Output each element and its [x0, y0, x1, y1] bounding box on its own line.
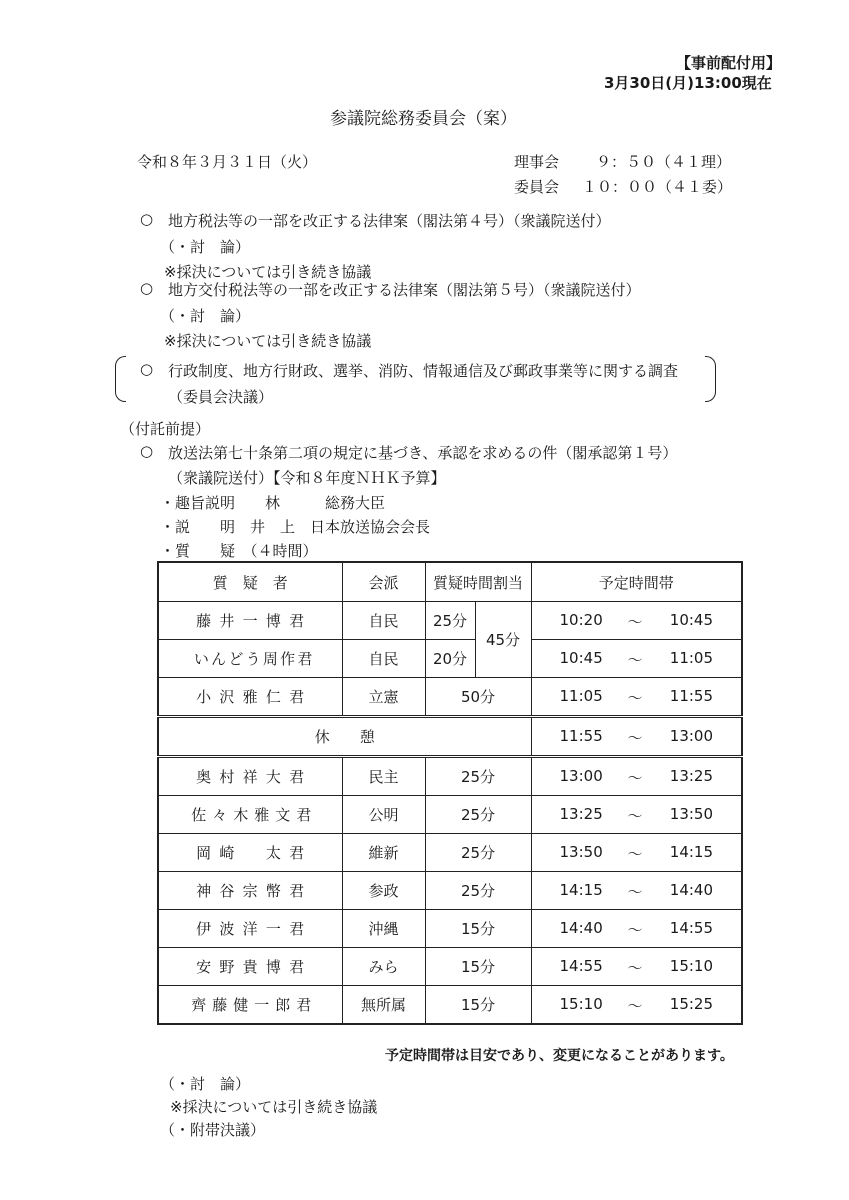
- questioner-name: 岡崎 太君: [158, 834, 342, 872]
- allotted-time: 15分: [425, 986, 531, 1025]
- referral-label: （付託前提）: [120, 420, 211, 438]
- end-time: 11:55: [669, 687, 714, 705]
- range-tilde: 〜: [627, 613, 643, 631]
- end-time: 13:50: [669, 805, 714, 823]
- start-time: 14:40: [559, 919, 603, 937]
- party: 民主: [342, 757, 425, 796]
- table-row: [158, 678, 742, 717]
- range-tilde: 〜: [627, 883, 643, 901]
- question-schedule-table: [157, 561, 743, 1025]
- party: 自民: [342, 640, 425, 678]
- board-time: ９：５０（４１理）: [596, 153, 732, 171]
- end-time: 15:10: [669, 957, 714, 975]
- bill-2-debate: （・討 論）: [160, 307, 251, 325]
- start-time: 11:55: [559, 727, 603, 745]
- table-row: [158, 796, 742, 834]
- range-tilde: 〜: [627, 807, 643, 825]
- time-slot: [531, 602, 742, 640]
- start-time: 11:05: [559, 687, 603, 705]
- allotted-time: 25分: [425, 757, 531, 796]
- time-slot: [531, 910, 742, 948]
- party: 維新: [342, 834, 425, 872]
- committee-label: 委員会: [514, 178, 560, 196]
- committee-time: １０：００（４１委）: [582, 178, 733, 196]
- recess-row: [158, 717, 742, 757]
- questioner-name: 奥村祥大君: [158, 757, 342, 796]
- time-slot: [531, 717, 742, 757]
- end-time: 11:05: [669, 649, 714, 667]
- time-slot: [531, 872, 742, 910]
- bill-2-vote-note: ※採決については引き続き協議: [164, 332, 372, 350]
- final-debate: （・討 論）: [160, 1075, 251, 1093]
- party: みら: [342, 948, 425, 986]
- step-explanation: ・説 明 井 上 日本放送協会会長: [160, 518, 431, 536]
- table-row: [158, 834, 742, 872]
- range-tilde: 〜: [627, 729, 643, 747]
- questioner-name: 神谷宗幣君: [158, 872, 342, 910]
- range-tilde: 〜: [627, 651, 643, 669]
- allotted-time: 50分: [425, 678, 531, 717]
- start-time: 14:15: [559, 881, 603, 899]
- allotted-time: 25分: [425, 602, 475, 640]
- header-schedule: 予定時間帯: [531, 562, 742, 602]
- header-allotment: 質疑時間割当: [425, 562, 531, 602]
- allotted-time: 15分: [425, 910, 531, 948]
- start-time: 13:25: [559, 805, 603, 823]
- left-bracket: [115, 356, 126, 402]
- questioner-name: 伊波洋一君: [158, 910, 342, 948]
- range-tilde: 〜: [627, 845, 643, 863]
- table-row: [158, 757, 742, 796]
- questioner-name: 小沢雅仁君: [158, 678, 342, 717]
- questioner-name: 齊藤健一郎君: [158, 986, 342, 1025]
- questioner-name: 佐々木雅文君: [158, 796, 342, 834]
- allotted-time: 25分: [425, 796, 531, 834]
- time-slot: [531, 640, 742, 678]
- range-tilde: 〜: [627, 959, 643, 977]
- start-time: 10:45: [559, 649, 603, 667]
- table-row: [158, 640, 742, 678]
- table-row: [158, 986, 742, 1025]
- questioner-name: いんどう周作君: [158, 640, 342, 678]
- table-row: [158, 872, 742, 910]
- investigation-resolution: （委員会決議）: [168, 388, 274, 406]
- party: 公明: [342, 796, 425, 834]
- header-party: 会派: [342, 562, 425, 602]
- schedule-note: 予定時間帯は目安であり、変更になることがあります。: [385, 1048, 734, 1064]
- page-title: 参議院総務委員会（案）: [330, 109, 517, 129]
- end-time: 14:40: [669, 881, 714, 899]
- group-total-time: 45分: [475, 602, 531, 678]
- step-questions: ・質 疑 （４時間）: [160, 542, 318, 560]
- final-vote-note: ※採決については引き続き協議: [170, 1098, 378, 1116]
- start-time: 10:20: [559, 611, 603, 629]
- start-time: 13:00: [559, 767, 603, 785]
- investigation-title: 行政制度、地方行財政、選挙、消防、情報通信及び郵政事業等に関する調査: [168, 362, 679, 380]
- range-tilde: 〜: [627, 769, 643, 787]
- start-time: 14:55: [559, 957, 603, 975]
- bill-1-bullet: ○: [140, 210, 154, 228]
- distribution-tag: 【事前配付用】: [676, 54, 782, 72]
- table-header-row: [158, 562, 742, 602]
- header-questioner: 質 疑 者: [158, 562, 342, 602]
- referral-bullet: ○: [140, 442, 154, 460]
- end-time: 13:25: [669, 767, 714, 785]
- table-row: [158, 602, 742, 640]
- time-slot: [531, 678, 742, 717]
- table-row: [158, 910, 742, 948]
- range-tilde: 〜: [627, 689, 643, 707]
- meeting-date: 令和８年３月３１日（火）: [137, 153, 318, 171]
- start-time: 15:10: [559, 995, 603, 1013]
- time-slot: [531, 986, 742, 1025]
- time-slot: [531, 834, 742, 872]
- step-purpose: ・趣旨説明 林 総務大臣: [160, 494, 386, 512]
- referral-title: 放送法第七十条第二項の規定に基づき、承認を求めるの件（閣承認第１号）: [168, 444, 678, 462]
- allotted-time: 15分: [425, 948, 531, 986]
- party: 立憲: [342, 678, 425, 717]
- time-slot: [531, 796, 742, 834]
- time-slot: [531, 757, 742, 796]
- questioner-name: 藤井一博君: [158, 602, 342, 640]
- end-time: 14:15: [669, 843, 714, 861]
- bill-1-vote-note: ※採決については引き続き協議: [164, 263, 372, 281]
- bill-2-title: 地方交付税法等の一部を改正する法律案（閣法第５号）（衆議院送付）: [168, 281, 641, 299]
- allotted-time: 20分: [425, 640, 475, 678]
- range-tilde: 〜: [627, 921, 643, 939]
- end-time: 10:45: [669, 611, 714, 629]
- end-time: 15:25: [669, 995, 714, 1013]
- party: 沖縄: [342, 910, 425, 948]
- recess-label: 休 憩: [158, 717, 531, 757]
- questioner-name: 安野貴博君: [158, 948, 342, 986]
- allotted-time: 25分: [425, 872, 531, 910]
- table-row: [158, 948, 742, 986]
- allotted-time: 25分: [425, 834, 531, 872]
- board-label: 理事会: [514, 153, 560, 171]
- party: 自民: [342, 602, 425, 640]
- time-slot: [531, 948, 742, 986]
- as-of-timestamp: 3月30日(月)13:00現在: [604, 74, 772, 92]
- party: 参政: [342, 872, 425, 910]
- investigation-bullet: ○: [140, 360, 154, 378]
- end-time: 14:55: [669, 919, 714, 937]
- right-bracket: [705, 356, 716, 402]
- referral-sub: （衆議院送付）【令和８年度ＮＨＫ予算】: [168, 469, 446, 487]
- bill-1-title: 地方税法等の一部を改正する法律案（閣法第４号）（衆議院送付）: [168, 212, 611, 230]
- bill-1-debate: （・討 論）: [160, 238, 251, 256]
- bill-2-bullet: ○: [140, 279, 154, 297]
- range-tilde: 〜: [627, 997, 643, 1015]
- end-time: 13:00: [669, 727, 714, 745]
- start-time: 13:50: [559, 843, 603, 861]
- supplementary-resolution: （・附帯決議）: [160, 1121, 266, 1139]
- party: 無所属: [342, 986, 425, 1025]
